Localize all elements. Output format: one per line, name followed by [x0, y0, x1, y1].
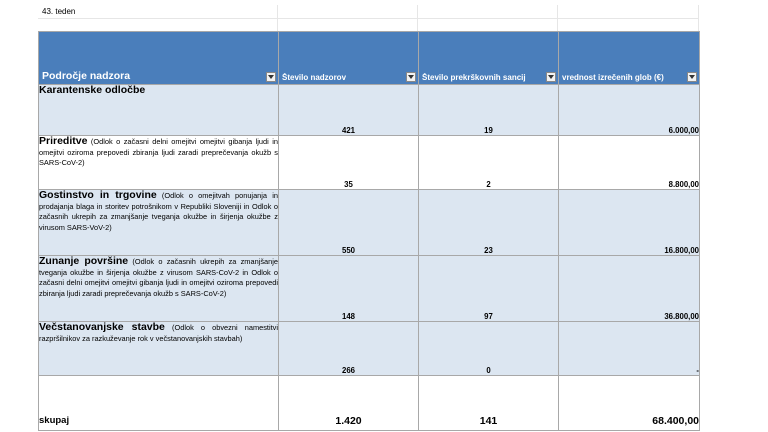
- total-row: [39, 376, 700, 431]
- header-label: Področje nadzora: [42, 70, 131, 82]
- sanctions-cell[interactable]: 19: [419, 85, 559, 136]
- inspections-cell[interactable]: 266: [279, 322, 419, 376]
- total-inspections-cell[interactable]: 1.420: [279, 376, 419, 431]
- fines-cell[interactable]: -: [559, 322, 700, 376]
- area-cell[interactable]: [39, 256, 279, 322]
- spreadsheet: [38, 0, 699, 432]
- week-label[interactable]: 43. teden: [38, 5, 278, 19]
- empty-cell[interactable]: [418, 5, 558, 19]
- header-label: vrednost izrečenih glob (€): [562, 73, 664, 82]
- area-title: Prireditve: [39, 135, 88, 147]
- area-title: Večstanovanjske stavbe: [39, 321, 165, 333]
- dropdown-arrow-icon[interactable]: [687, 72, 697, 82]
- empty-cell[interactable]: [558, 19, 699, 31]
- inspections-cell[interactable]: 421: [279, 85, 419, 136]
- dropdown-arrow-icon[interactable]: [546, 72, 556, 82]
- header-row: [39, 32, 700, 85]
- fines-cell[interactable]: 6.000,00: [559, 85, 700, 136]
- table-row: [39, 256, 700, 322]
- empty-cell[interactable]: [278, 19, 418, 31]
- inspections-cell[interactable]: 35: [279, 136, 419, 190]
- table-row: [39, 190, 700, 256]
- empty-cell[interactable]: [278, 5, 418, 19]
- inspections-cell[interactable]: 550: [279, 190, 419, 256]
- area-cell[interactable]: [39, 190, 279, 256]
- column-header-sanctions[interactable]: [419, 32, 559, 85]
- sanctions-cell[interactable]: 97: [419, 256, 559, 322]
- inspections-cell[interactable]: 148: [279, 256, 419, 322]
- area-title: Gostinstvo in trgovine: [39, 189, 157, 201]
- header-label: Število nadzorov: [282, 73, 347, 82]
- area-cell[interactable]: [39, 136, 279, 190]
- area-cell[interactable]: [39, 85, 279, 136]
- fines-cell[interactable]: 8.800,00: [559, 136, 700, 190]
- total-label[interactable]: skupaj: [39, 376, 279, 431]
- column-header-fines[interactable]: [559, 32, 700, 85]
- empty-cell[interactable]: [558, 5, 699, 19]
- fines-cell[interactable]: 16.800,00: [559, 190, 700, 256]
- header-label: Število prekrškovnih sancij: [422, 73, 526, 82]
- table-row: [39, 85, 700, 136]
- dropdown-arrow-icon[interactable]: [266, 72, 276, 82]
- inspection-table: [38, 31, 700, 431]
- area-note: (Odlok o začasni delni omejitvi omejitvi gibanja ljudi in omejitvi oziroma prepovedi zbiranja ljudi zaradi preprečevanja okužb s SARS-CoV-2): [39, 137, 278, 168]
- dropdown-arrow-icon[interactable]: [406, 72, 416, 82]
- area-title: Karantenske odločbe: [39, 84, 146, 96]
- area-note: (Odlok o omejitvah ponujanja in prodajanja blaga in storitev potrošnikom v Republiki Sloveniji in Odlok o začasnih ukrepih za zmanjšanje tveganja okužbe in širjenja okužbe z virusom SARS-VoV-2): [39, 191, 278, 232]
- table-row: [39, 136, 700, 190]
- total-fines-cell[interactable]: 68.400,00: [559, 376, 700, 431]
- area-note: (Odlok o obvezni namestitvi razpršilnikov za razkuževanje rok v večstanovanjskih stavbah): [39, 323, 278, 343]
- area-title: Zunanje površine: [39, 255, 129, 267]
- fines-cell[interactable]: 36.800,00: [559, 256, 700, 322]
- week-row: [38, 5, 699, 19]
- empty-cell[interactable]: [418, 19, 558, 31]
- area-cell[interactable]: [39, 322, 279, 376]
- empty-cell[interactable]: [38, 19, 278, 31]
- area-note: (Odlok o začasnih ukrepih za zmanjšanje tveganja okužbe in širjenja okužbe z virusom SARS-CoV-2 in Odlok o začasni delni omejitvi omejitvi gibanja ljudi in omejitvi oziroma prepovedi zbiranja ljudi zaradi preprečevanja okužb s SARS-CoV-2): [39, 257, 278, 298]
- sanctions-cell[interactable]: 0: [419, 322, 559, 376]
- table-row: [39, 322, 700, 376]
- sanctions-cell[interactable]: 23: [419, 190, 559, 256]
- column-header-area[interactable]: [39, 32, 279, 85]
- sanctions-cell[interactable]: 2: [419, 136, 559, 190]
- total-sanctions-cell[interactable]: 141: [419, 376, 559, 431]
- column-header-inspections[interactable]: [279, 32, 419, 85]
- spacer-row: [38, 19, 699, 31]
